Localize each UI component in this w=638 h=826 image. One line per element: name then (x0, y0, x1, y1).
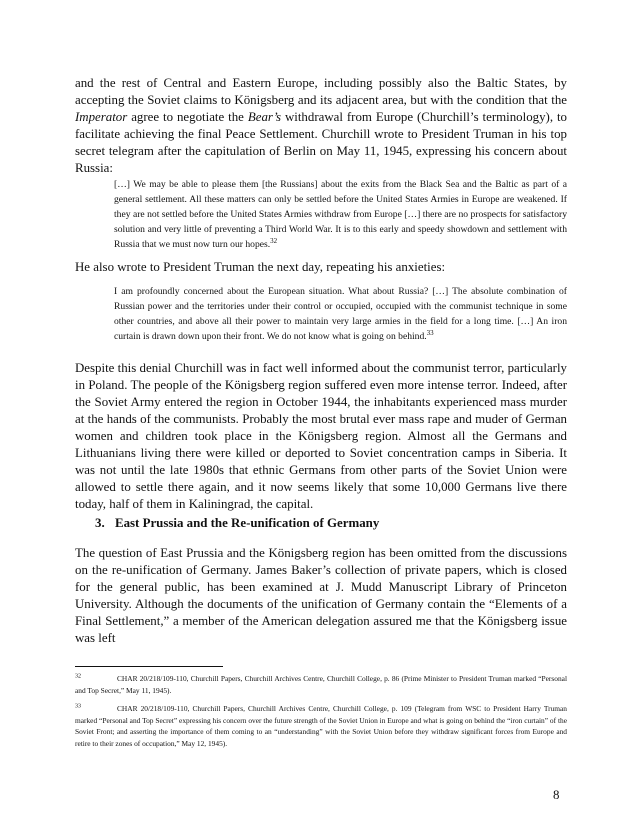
page-number: 8 (553, 788, 560, 802)
paragraph-text: agree to negotiate the (127, 110, 248, 124)
footnote-number: 33 (75, 703, 81, 710)
block-quote-churchill-may-11 (114, 177, 567, 252)
footnote-marker (75, 673, 117, 685)
footnote-32 (75, 673, 567, 696)
paragraph-reunification: The question of East Prussia and the Königsberg region has been omitted from the discussions on the re-unification of Germany. James Baker’s collection of private papers, which is closed for the general public, has been examined at J. Mudd Manuscript Library of Princeton University. Although the documents of the unification of Germany contain the “Elements of a Final Settlement,” a member of the American delegation assured me that the Königsberg issue was left (75, 546, 567, 645)
footnote-33 (75, 703, 567, 749)
footnote-reference[interactable]: 32 (270, 236, 278, 245)
paragraph-text: withdrawal from Europe (Churchill’s terminology), to facilitate achieving the final Peace Settlement. Churchill wrote to President Truman in his top secret telegram after the capitulation of Berlin on May 11, 1945, expressing his concern about Russia: (75, 110, 567, 175)
section-heading (95, 515, 379, 532)
footnote-reference[interactable]: 33 (426, 328, 434, 337)
footnote-marker (75, 703, 117, 715)
paragraph-transition: He also wrote to President Truman the next day, repeating his anxieties: (75, 260, 446, 274)
block-quote-churchill-may-12 (114, 284, 567, 344)
paragraph-text: and the rest of Central and Eastern Europe, including possibly also the Baltic States, by accepting the Soviet claims to Königsberg and its adjacent area, but with the condition that the (75, 76, 567, 107)
paragraph-intro (75, 75, 567, 177)
quote-text: […] We may be able to please them [the Russians] about the exits from the Black Sea and the Baltic as part of a general settlement. All these matters can only be settled before the United States Armies in Europe are weakened. If they are not settled before the United States Armies withdraw from Europe […] there are no prospects for satisfactory solution and very little of preventing a Third World War. It is to this early and speedy showdown and settlement with Russia that we must now turn our hopes. (114, 179, 567, 250)
footnote-divider (75, 666, 223, 667)
section-title: East Prussia and the Re-unification of Germany (115, 516, 380, 530)
italic-term-imperator: Imperator (75, 110, 128, 124)
footnote-text: CHAR 20/218/109-110, Churchill Papers, Churchill Archives Centre, Churchill College, p. 86 (Prime Minister to President Truman marked “Personal and Top Secret,” May 11, 1945). (75, 674, 567, 695)
paragraph-terror: Despite this denial Churchill was in fact well informed about the communist terror, particularly in Poland. The people of the Königsberg region suffered even more intense terror. Indeed, after the Soviet Army entered the region in October 1944, the inhabitants experienced mass murder at the hands of the communists. Probably the most brutal ever mass rape and muder of German women and children took place in the Königsberg region. Almost all the Germans and Lithuanians living there were killed or deported to Soviet concentration camps in Siberia. It was not until the late 1980s that ethnic Germans from other parts of the Soviet Union were allowed to settle there again, and it now seems likely that some 10,000 Germans live there today, half of them in Kaliningrad, the capital. (75, 361, 567, 511)
footnote-number: 32 (75, 673, 81, 680)
footnote-text: CHAR 20/218/109-110, Churchill Papers, Churchill Archives Centre, Churchill College, p. 109 (Telegram from WSC to President Harry Truman marked “Personal and Top Secret” expressing his concern over the future strength of the Soviet Union in Europe and what is going on behind the “iron curtain” of the Soviet Front; and asserting the importance of them coming to an “understanding” with the Soviet Union before they withdraw significant forces from Europe and retire to their zones of occupation,” May 12, 1945). (75, 704, 567, 748)
section-number: 3. (95, 516, 105, 530)
quote-text: I am profoundly concerned about the European situation. What about Russia? […] The absolute combination of Russian power and the territories under their control or occupied, occupied with the communist technique in some other countries, and above all their power to maintain very large armies in the field for a long time. […] An iron curtain is drawn down upon their front. We do not know what is going on behind. (114, 286, 567, 342)
italic-term-bears: Bear’s (247, 110, 282, 124)
